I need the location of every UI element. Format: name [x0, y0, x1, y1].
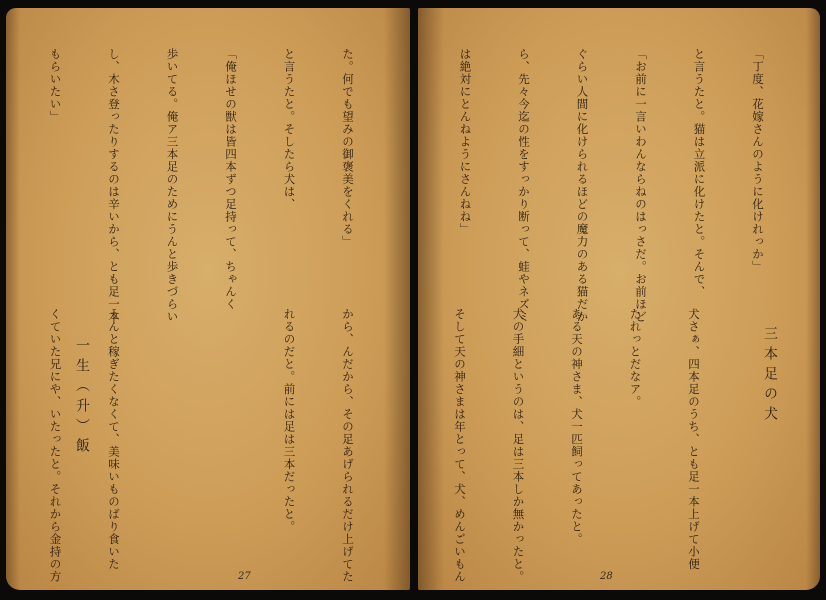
text-line: た。何でも望みの御褒美をくれる」 — [341, 48, 355, 248]
text-line: から、んだから、その足あげられるだけ上げてた — [341, 308, 355, 583]
text-line: 「俺ほせの獣は皆四本ずつ足持って、ちゃんく — [224, 48, 238, 311]
text-line: 歩いてる。俺ア三本足のためにうんと歩きづらい — [165, 48, 180, 323]
left-page-top-text — [6, 48, 396, 323]
text-line: ら、先々今迄の性をすっかり断って、蛙やネズミ — [517, 48, 531, 323]
text-line: そして天の神さまは年とって、犬、めんごいもん — [453, 308, 467, 583]
text-line: と言うたと。猫は立派に化けたと。そんで、 — [692, 48, 707, 298]
page-edge-shadow — [806, 8, 820, 590]
page-number: 27 — [238, 571, 251, 582]
text-line: 犬の手細というのは、足は三本しか無かったと。 — [511, 308, 526, 583]
text-line: くていた兄にや、いたったと。それから金持の方 — [48, 308, 63, 583]
text-line: ある天の神さま、犬一匹飼ってあったと。 — [570, 308, 584, 546]
text-line: 「丁度、花嫁さんのように化けれっか」 — [751, 48, 765, 273]
story-title: 一生（升）飯 — [74, 338, 90, 458]
text-line: と言うたと。そしたら犬は、 — [282, 48, 297, 211]
left-page — [6, 8, 410, 590]
page-number: 28 — [600, 571, 613, 582]
text-line: し、木さ登ったりするのは辛いから、とも足一本 — [107, 48, 121, 323]
right-page — [418, 8, 820, 590]
story-title: 三本足の犬 — [762, 326, 778, 426]
text-line: れるのだと。前には足は三本だったと。 — [282, 308, 297, 533]
right-page-top-text — [418, 48, 806, 323]
text-line: 犬さぁ、四本足のうち、とも足一本上げて小便 — [687, 308, 701, 571]
text-line: ぐらい人間に化けられるほどの魔力のある猫だか — [575, 48, 590, 323]
text-line: もらいたい」 — [48, 48, 63, 123]
text-line: うんと稼ぎたくなくて、美味いものばり食いた — [107, 308, 121, 571]
text-line: たれっとだなア。 — [628, 308, 643, 408]
text-line: は絶対にとんねようにさんねね」 — [458, 48, 473, 236]
text-line: 「お前に一言いわんならねのはっさだ。お前ほど — [634, 48, 648, 323]
